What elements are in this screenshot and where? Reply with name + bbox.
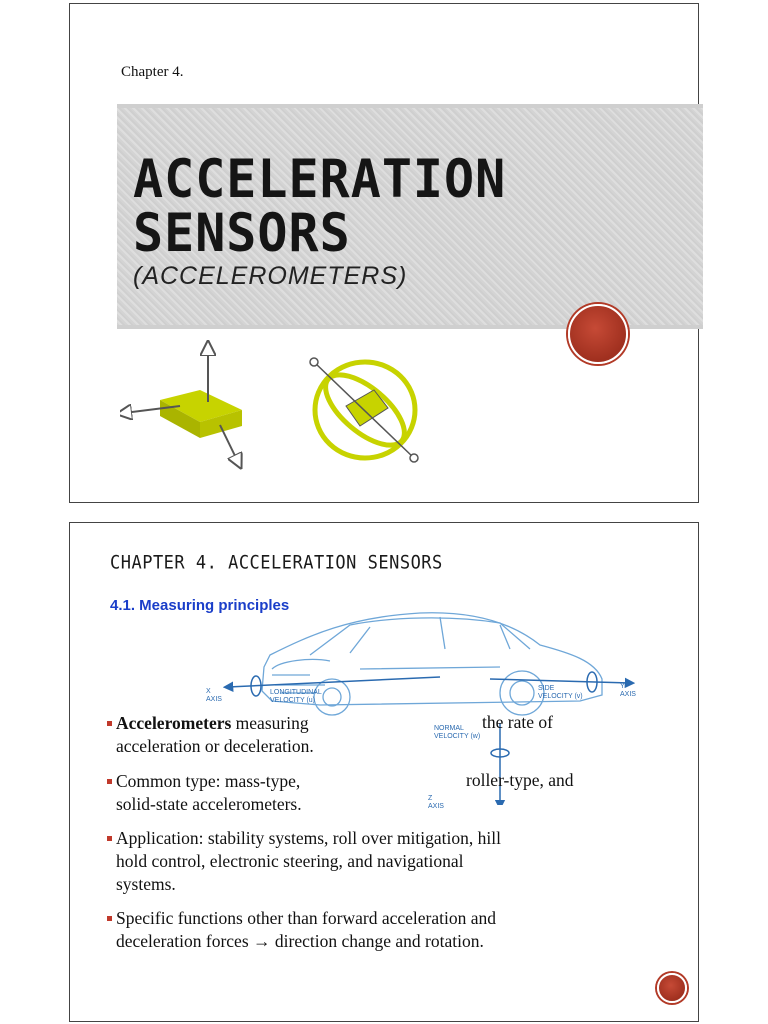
content-slide — [69, 522, 699, 1022]
bullet-marker — [107, 836, 112, 841]
title-slide — [69, 3, 699, 503]
longitudinal-label-line2: VELOCITY (u) — [270, 697, 315, 704]
bullet-text: measuring — [231, 713, 309, 733]
bullet-marker — [107, 721, 112, 726]
bullet-bold-term: Accelerometers — [116, 713, 232, 733]
bullet-text-line2: deceleration forces → direction change and rotation. — [116, 931, 484, 951]
side-velocity-label — [538, 685, 583, 701]
chapter-label: Chapter 4. — [121, 64, 184, 80]
bullet-text-line1: Application: stability systems, roll over mitigation, hill — [116, 828, 501, 848]
y-axis-letter: Y — [620, 683, 625, 690]
bullet-text-line1: Specific functions other than forward acceleration and — [116, 908, 496, 928]
bullet-2-right-text: roller-type, and — [466, 770, 574, 790]
bullet-common-type — [116, 770, 302, 816]
bullet-text-line2: hold control, electronic steering, and navigational — [116, 851, 464, 871]
bullet-text-line2: acceleration or deceleration. — [116, 736, 314, 756]
decorative-red-circle-small — [657, 973, 687, 1003]
y-axis-label — [620, 683, 636, 699]
section-heading: 4.1. Measuring principles — [110, 597, 290, 614]
bullet-text-line2: solid-state accelerometers. — [116, 794, 302, 814]
longitudinal-velocity-label — [270, 689, 322, 705]
title-band — [117, 108, 703, 325]
bullet-application — [116, 827, 501, 896]
side-label-line2: VELOCITY (v) — [538, 693, 583, 700]
longitudinal-label-line1: LONGITUDINAL — [270, 689, 322, 696]
normal-label-line2: VELOCITY (w) — [434, 733, 481, 740]
x-axis-label — [206, 688, 222, 704]
normal-velocity-label — [434, 725, 480, 741]
z-axis-label — [428, 795, 444, 811]
bullet-marker — [107, 916, 112, 921]
slide-title: CHAPTER 4. ACCELERATION SENSORS — [110, 552, 443, 574]
z-axis-letter: Z — [428, 795, 433, 802]
band-rule-top — [117, 104, 703, 108]
side-label-line1: SIDE — [538, 685, 555, 692]
y-axis-word: AXIS — [620, 691, 636, 698]
bullet-accelerometers — [116, 712, 314, 758]
title-line-1: ACCELERATION — [133, 148, 507, 210]
x-axis-word: AXIS — [206, 696, 222, 703]
bullet-marker — [107, 779, 112, 784]
accelerometer-chip-icon — [120, 340, 250, 470]
title-line-2: SENSORS — [133, 202, 351, 264]
bullet-1-right-text: the rate of — [482, 712, 553, 732]
x-axis-letter: X — [206, 688, 211, 695]
z-axis-word: AXIS — [428, 803, 444, 810]
normal-label-line1: NORMAL — [434, 725, 464, 732]
bullet-specific-functions — [116, 907, 496, 953]
bullet-text: Common type: mass-type, — [116, 771, 301, 791]
gyroscope-icon — [302, 350, 428, 470]
decorative-red-circle — [568, 304, 628, 364]
bullet-text-line3: systems. — [116, 874, 176, 894]
subtitle: (ACCELEROMETERS) — [133, 262, 408, 290]
